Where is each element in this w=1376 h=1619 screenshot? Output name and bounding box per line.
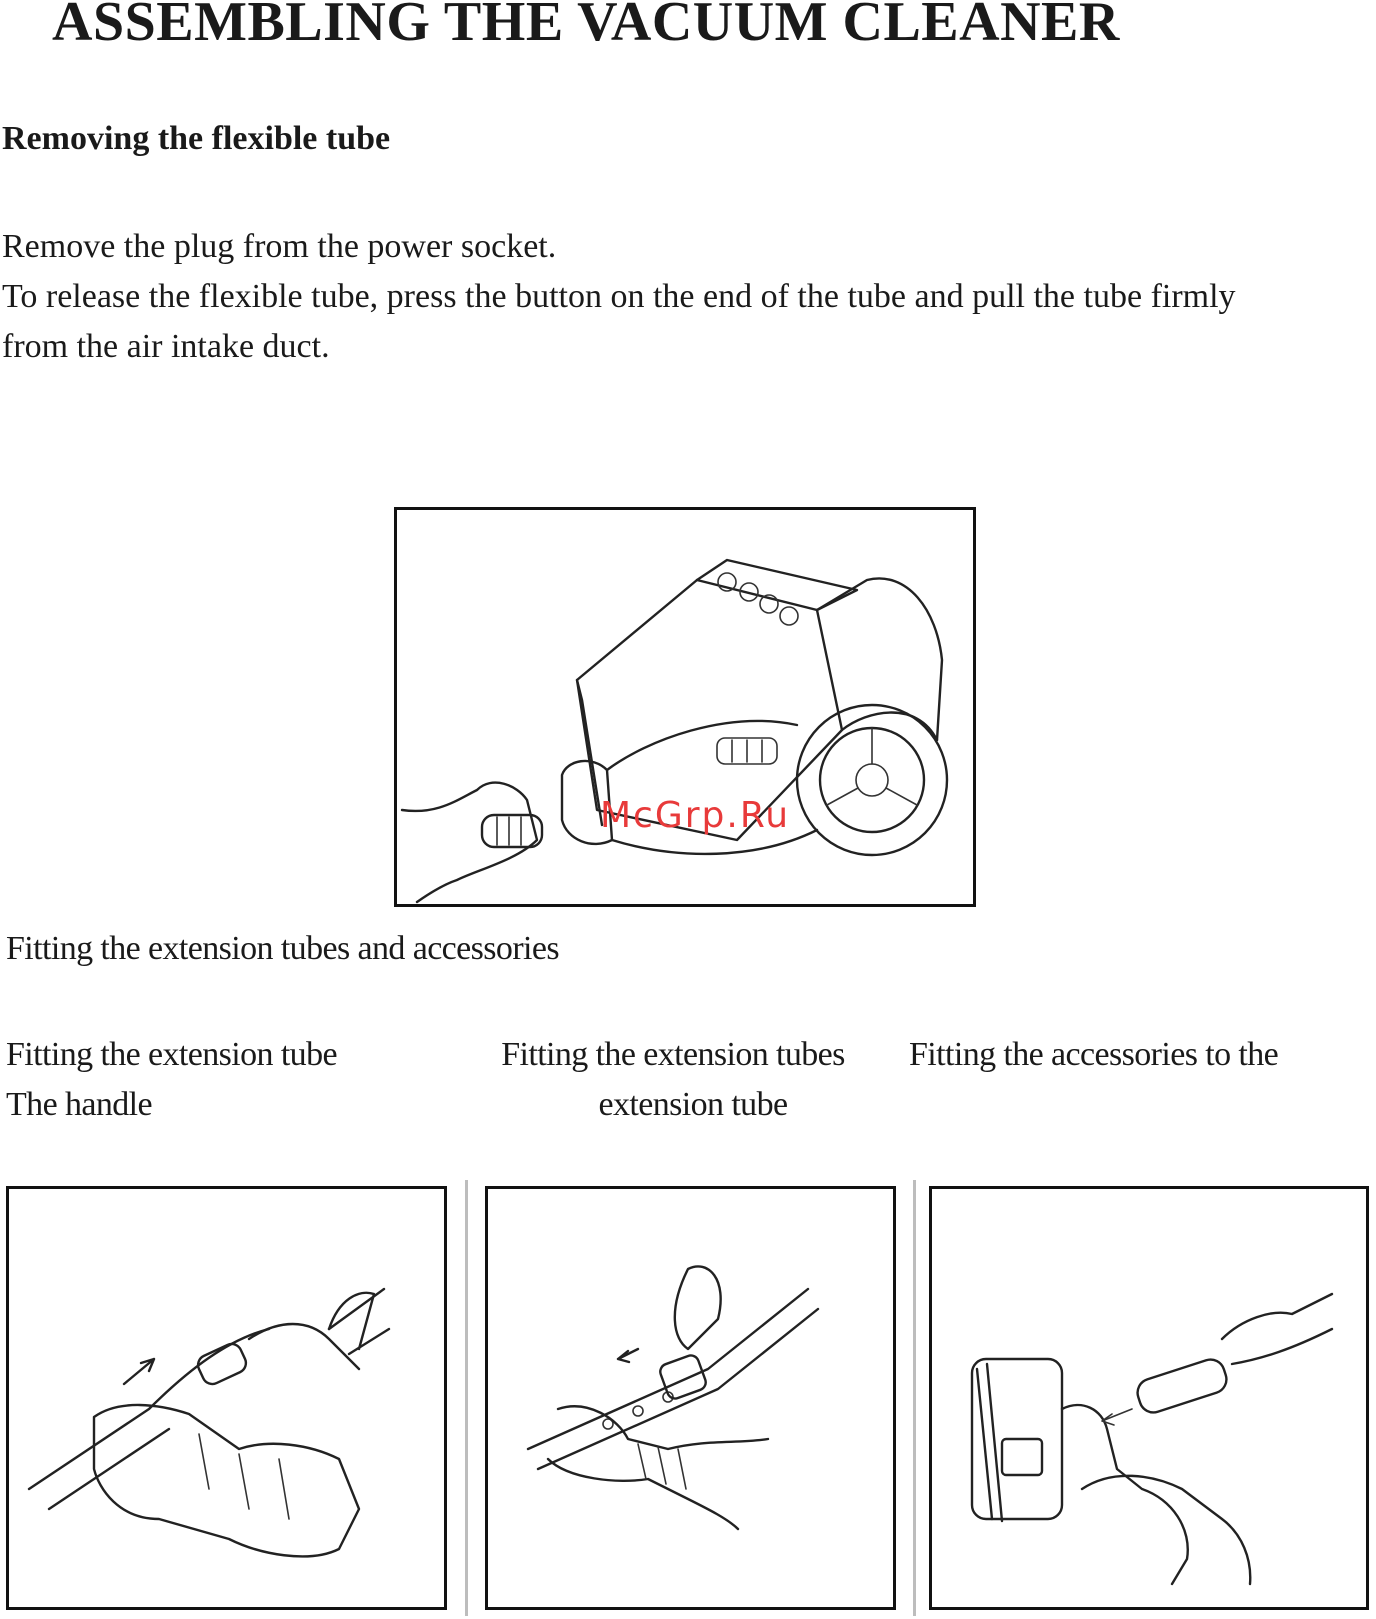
caption-line: extension tube bbox=[598, 1086, 788, 1123]
tubes-drawing bbox=[488, 1189, 893, 1607]
column-divider bbox=[465, 1180, 468, 1616]
section-heading-removing-tube: Removing the flexible tube bbox=[2, 120, 391, 157]
nozzle-drawing bbox=[932, 1189, 1366, 1607]
caption-line: Fitting the accessories to the bbox=[909, 1036, 1279, 1073]
caption-line: The handle bbox=[6, 1086, 152, 1123]
watermark-text: McGrp.Ru bbox=[600, 795, 791, 836]
caption-1 bbox=[6, 1030, 337, 1130]
extension-tubes-illustration bbox=[485, 1186, 896, 1610]
caption-3 bbox=[909, 1030, 1278, 1080]
caption-line: Fitting the extension tube bbox=[6, 1036, 337, 1073]
instruction-paragraph bbox=[2, 222, 1372, 372]
handle-drawing bbox=[9, 1189, 444, 1607]
instruction-line: Remove the plug from the power socket. bbox=[2, 228, 557, 265]
instruction-line: To release the flexible tube, press the button on the end of the tube and pull the tube firmly bbox=[2, 278, 1236, 315]
section-heading-fitting-tubes: Fitting the extension tubes and accessories bbox=[6, 930, 560, 967]
instruction-line: from the air intake duct. bbox=[2, 328, 330, 365]
accessory-nozzle-illustration bbox=[929, 1186, 1369, 1610]
vacuum-cleaner-drawing bbox=[397, 510, 973, 904]
column-divider bbox=[913, 1180, 916, 1616]
vacuum-cleaner-illustration bbox=[394, 507, 976, 907]
caption-line: Fitting the extension tubes bbox=[501, 1036, 845, 1073]
caption-2 bbox=[473, 1030, 873, 1130]
extension-tube-handle-illustration bbox=[6, 1186, 447, 1610]
page-title: ASSEMBLING THE VACUUM CLEANER bbox=[52, 0, 1120, 53]
